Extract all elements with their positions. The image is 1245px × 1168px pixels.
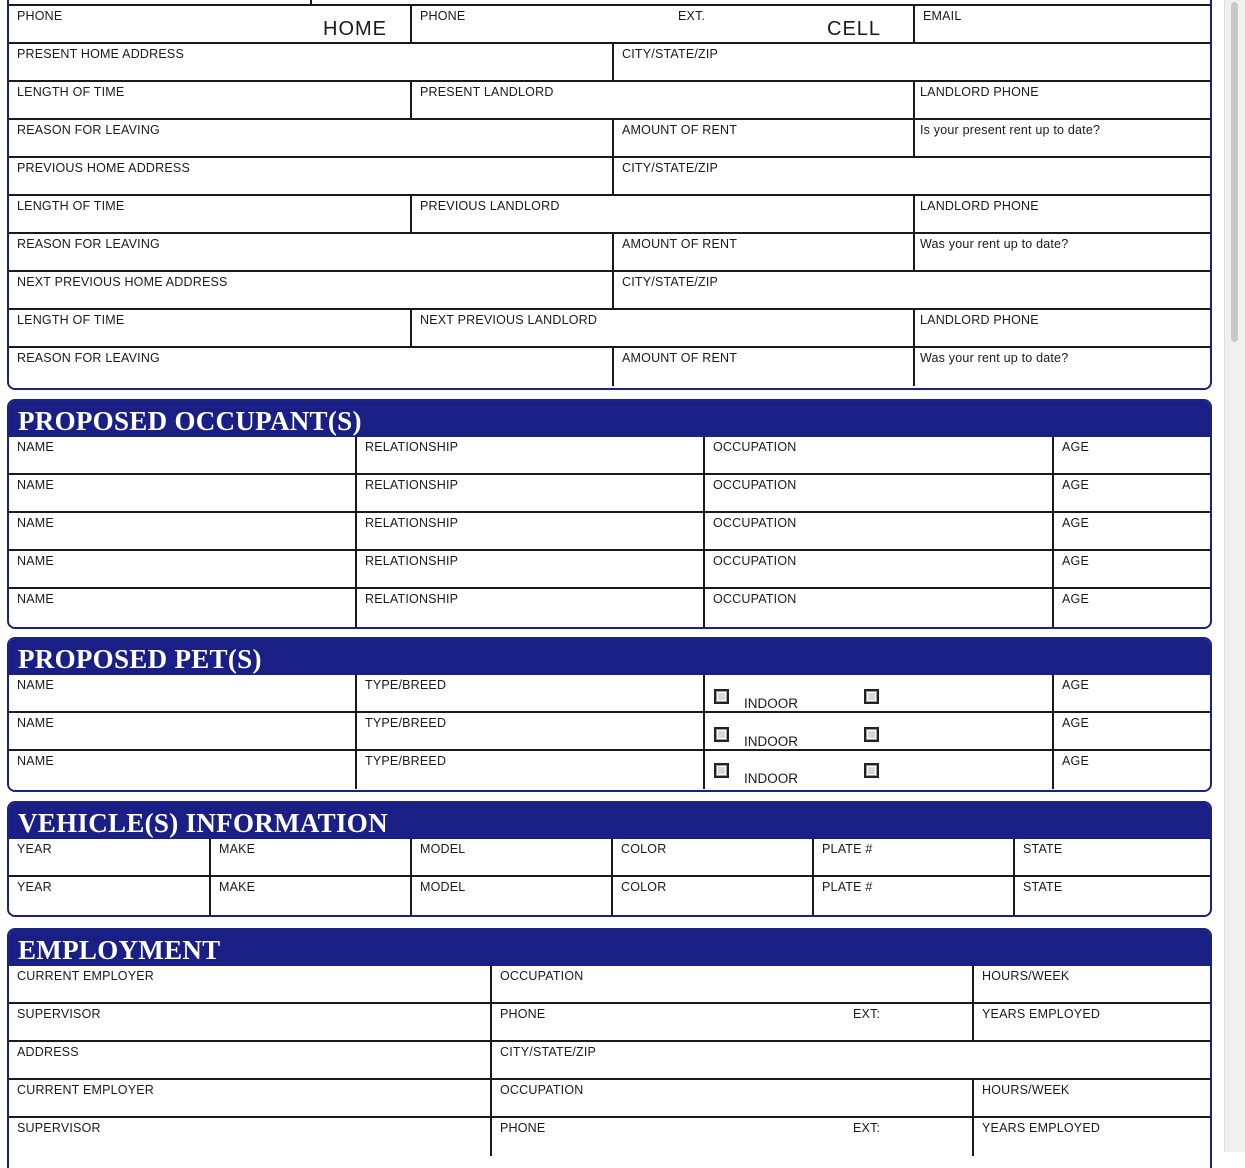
make-label: MAKE xyxy=(219,842,256,856)
name-label: NAME xyxy=(17,716,54,730)
pet-row xyxy=(9,751,1210,789)
next-previous-landlord-row xyxy=(9,310,1210,348)
occupant-occupation-field[interactable] xyxy=(703,513,1052,549)
hours-week-label: HOURS/WEEK xyxy=(982,969,1070,983)
age-label: AGE xyxy=(1062,754,1089,768)
vehicle-year-field[interactable] xyxy=(9,877,209,915)
vehicle-make-field[interactable] xyxy=(209,877,410,915)
present-city-field[interactable] xyxy=(612,44,1212,80)
occupants-title: PROPOSED OCCUPANT(S) xyxy=(9,401,1210,437)
outdoor-checkbox[interactable] xyxy=(864,763,879,778)
vehicle-model-field[interactable] xyxy=(410,877,611,915)
year-label: YEAR xyxy=(17,880,52,894)
occupant-age-field[interactable] xyxy=(1052,437,1212,473)
color-label: COLOR xyxy=(621,880,667,894)
cell-phone-field[interactable] xyxy=(410,6,913,42)
employment-section xyxy=(7,928,1212,1168)
plate-label: PLATE # xyxy=(822,842,873,856)
occupant-name-field[interactable] xyxy=(9,551,355,587)
indoor-checkbox[interactable] xyxy=(714,689,729,704)
next-previous-length-field[interactable] xyxy=(9,310,410,346)
relationship-label: RELATIONSHIP xyxy=(365,554,459,568)
phone-label: PHONE xyxy=(17,9,63,23)
plate-label: PLATE # xyxy=(822,880,873,894)
vertical-scrollbar[interactable] xyxy=(1224,0,1245,1152)
scrollbar-thumb[interactable] xyxy=(1231,2,1238,342)
remnant-divider xyxy=(310,0,312,4)
name-label: NAME xyxy=(17,678,54,692)
hours-week-field[interactable] xyxy=(972,1080,1212,1116)
phone-label: PHONE xyxy=(500,1007,546,1021)
next-previous-address-row xyxy=(9,272,1210,310)
name-label: NAME xyxy=(17,754,54,768)
years-employed-label: YEARS EMPLOYED xyxy=(982,1007,1101,1021)
pet-name-field[interactable] xyxy=(9,751,355,789)
length-of-time-label: LENGTH OF TIME xyxy=(17,313,125,327)
occupation-label: OCCUPATION xyxy=(713,516,797,530)
next-previous-rent-uptodate-field[interactable] xyxy=(913,348,1212,386)
next-previous-reason-field[interactable] xyxy=(9,348,612,386)
occupant-relationship-field[interactable] xyxy=(355,475,703,511)
address-label: ADDRESS xyxy=(17,1045,79,1059)
reason-for-leaving-label: REASON FOR LEAVING xyxy=(17,123,160,137)
reason-for-leaving-label: REASON FOR LEAVING xyxy=(17,351,160,365)
pet-type-field[interactable] xyxy=(355,751,703,789)
occupant-relationship-field[interactable] xyxy=(355,589,703,627)
age-label: AGE xyxy=(1062,592,1089,606)
occupant-name-field[interactable] xyxy=(9,475,355,511)
model-label: MODEL xyxy=(420,842,466,856)
previous-landlord-label: PREVIOUS LANDLORD xyxy=(420,199,560,213)
age-label: AGE xyxy=(1062,478,1089,492)
vehicles-section xyxy=(7,801,1212,917)
landlord-phone-label: LANDLORD PHONE xyxy=(920,313,1039,327)
occupation-label: OCCUPATION xyxy=(500,969,584,983)
pet-indoor-field xyxy=(703,675,1052,711)
supervisor-field[interactable] xyxy=(9,1004,490,1040)
hours-week-field[interactable] xyxy=(972,966,1212,1002)
occupant-occupation-field[interactable] xyxy=(703,551,1052,587)
years-employed-field[interactable] xyxy=(972,1004,1212,1040)
relationship-label: RELATIONSHIP xyxy=(365,592,459,606)
age-label: AGE xyxy=(1062,516,1089,530)
residence-section xyxy=(7,0,1212,390)
occupation-label: OCCUPATION xyxy=(713,554,797,568)
amount-of-rent-label: AMOUNT OF RENT xyxy=(622,351,738,365)
model-label: MODEL xyxy=(420,880,466,894)
supervisor-label: SUPERVISOR xyxy=(17,1007,101,1021)
previous-city-field[interactable] xyxy=(612,158,1212,194)
pet-type-field[interactable] xyxy=(355,675,703,711)
occupant-name-field[interactable] xyxy=(9,589,355,627)
years-employed-field[interactable] xyxy=(972,1118,1212,1156)
occupant-age-field[interactable] xyxy=(1052,475,1212,511)
previous-address-field[interactable] xyxy=(9,158,612,194)
present-address-row xyxy=(9,44,1210,82)
employment-phone-field[interactable] xyxy=(490,1118,972,1156)
previous-length-field[interactable] xyxy=(9,196,410,232)
phone2-label: PHONE xyxy=(420,9,466,23)
color-label: COLOR xyxy=(621,842,667,856)
indoor-label: INDOOR xyxy=(744,771,798,786)
age-label: AGE xyxy=(1062,440,1089,454)
present-rent-uptodate-field[interactable] xyxy=(913,120,1212,156)
pet-name-field[interactable] xyxy=(9,675,355,711)
current-employer-field[interactable] xyxy=(9,966,490,1002)
email-field[interactable] xyxy=(913,6,1212,42)
next-previous-reason-row xyxy=(9,348,1210,386)
vehicle-year-field[interactable] xyxy=(9,839,209,875)
previous-reason-field[interactable] xyxy=(9,234,612,270)
cell-label: CELL xyxy=(827,18,882,40)
was-rent-question: Was your rent up to date? xyxy=(920,351,1069,365)
current-employer-label: CURRENT EMPLOYER xyxy=(17,1083,155,1097)
occupant-row xyxy=(9,589,1210,627)
city-state-zip-label: CITY/STATE/ZIP xyxy=(622,47,719,61)
present-landlord-phone-field[interactable] xyxy=(913,82,1212,118)
was-rent-question: Was your rent up to date? xyxy=(920,237,1069,251)
relationship-label: RELATIONSHIP xyxy=(365,440,459,454)
previous-rent-uptodate-field[interactable] xyxy=(913,234,1212,270)
amount-of-rent-label: AMOUNT OF RENT xyxy=(622,123,738,137)
length-of-time-label: LENGTH OF TIME xyxy=(17,85,125,99)
occupation-label: OCCUPATION xyxy=(500,1083,584,1097)
ext-label: EXT: xyxy=(853,1121,881,1135)
pet-age-field[interactable] xyxy=(1052,713,1212,749)
indoor-checkbox[interactable] xyxy=(714,727,729,742)
name-label: NAME xyxy=(17,440,54,454)
present-landlord-row xyxy=(9,82,1210,120)
year-label: YEAR xyxy=(17,842,52,856)
vehicle-state-field[interactable] xyxy=(1013,839,1212,875)
occupant-age-field[interactable] xyxy=(1052,589,1212,627)
pet-type-field[interactable] xyxy=(355,713,703,749)
make-label: MAKE xyxy=(219,880,256,894)
current-employer-field[interactable] xyxy=(9,1080,490,1116)
state-label: STATE xyxy=(1023,842,1063,856)
type-breed-label: TYPE/BREED xyxy=(365,678,447,692)
employment-occupation-field[interactable] xyxy=(490,966,972,1002)
occupation-label: OCCUPATION xyxy=(713,478,797,492)
supervisor-label: SUPERVISOR xyxy=(17,1121,101,1135)
previous-rent-field[interactable] xyxy=(612,234,913,270)
occupant-name-field[interactable] xyxy=(9,513,355,549)
pet-name-field[interactable] xyxy=(9,713,355,749)
occupant-relationship-field[interactable] xyxy=(355,551,703,587)
occupant-occupation-field[interactable] xyxy=(703,589,1052,627)
supervisor-field[interactable] xyxy=(9,1118,490,1156)
occupant-row xyxy=(9,551,1210,589)
present-landlord-field[interactable] xyxy=(410,82,913,118)
home-label: HOME xyxy=(323,18,387,40)
outdoor-checkbox[interactable] xyxy=(864,727,879,742)
email-label: EMAIL xyxy=(923,9,962,23)
age-label: AGE xyxy=(1062,716,1089,730)
vehicle-make-field[interactable] xyxy=(209,839,410,875)
occupant-name-field[interactable] xyxy=(9,437,355,473)
occupant-row xyxy=(9,513,1210,551)
vehicle-color-field[interactable] xyxy=(611,877,812,915)
years-employed-label: YEARS EMPLOYED xyxy=(982,1121,1101,1135)
indoor-checkbox[interactable] xyxy=(714,763,729,778)
amount-of-rent-label: AMOUNT OF RENT xyxy=(622,237,738,251)
indoor-label: INDOOR xyxy=(744,734,798,749)
present-reason-row xyxy=(9,120,1210,158)
vehicle-state-field[interactable] xyxy=(1013,877,1212,915)
hours-week-label: HOURS/WEEK xyxy=(982,1083,1070,1097)
vehicle-plate-field[interactable] xyxy=(812,877,1013,915)
pet-indoor-field xyxy=(703,751,1052,789)
employer-address-field[interactable] xyxy=(9,1042,490,1078)
vehicle-row xyxy=(9,839,1210,877)
occupant-occupation-field[interactable] xyxy=(703,475,1052,511)
pet-row xyxy=(9,713,1210,751)
type-breed-label: TYPE/BREED xyxy=(365,716,447,730)
reason-for-leaving-label: REASON FOR LEAVING xyxy=(17,237,160,251)
present-rent-question: Is your present rent up to date? xyxy=(920,123,1101,137)
previous-landlord-phone-field[interactable] xyxy=(913,196,1212,232)
landlord-phone-label: LANDLORD PHONE xyxy=(920,199,1039,213)
previous-landlord-field[interactable] xyxy=(410,196,913,232)
occupants-section xyxy=(7,399,1212,629)
employer-city-field[interactable] xyxy=(490,1042,1212,1078)
present-landlord-label: PRESENT LANDLORD xyxy=(420,85,554,99)
pets-title: PROPOSED PET(S) xyxy=(9,639,1210,675)
vehicle-row xyxy=(9,877,1210,915)
previous-landlord-row xyxy=(9,196,1210,234)
vehicles-title: VEHICLE(S) INFORMATION xyxy=(9,803,1210,839)
employment-title: EMPLOYMENT xyxy=(9,930,1210,966)
previous-reason-row xyxy=(9,234,1210,272)
employment-occupation-field[interactable] xyxy=(490,1080,972,1116)
name-label: NAME xyxy=(17,592,54,606)
pets-section xyxy=(7,637,1212,792)
name-label: NAME xyxy=(17,478,54,492)
name-label: NAME xyxy=(17,554,54,568)
home-phone-field[interactable] xyxy=(9,6,410,42)
outdoor-checkbox[interactable] xyxy=(864,689,879,704)
next-previous-landlord-field[interactable] xyxy=(410,310,913,346)
indoor-label: INDOOR xyxy=(744,696,798,711)
employer-row xyxy=(9,966,1210,1004)
present-length-field[interactable] xyxy=(9,82,410,118)
employer-row xyxy=(9,1080,1210,1118)
employer-address-row xyxy=(9,1042,1210,1080)
current-employer-label: CURRENT EMPLOYER xyxy=(17,969,155,983)
vehicle-plate-field[interactable] xyxy=(812,839,1013,875)
type-breed-label: TYPE/BREED xyxy=(365,754,447,768)
city-state-zip-label: CITY/STATE/ZIP xyxy=(622,275,719,289)
contact-row xyxy=(9,6,1210,44)
pet-age-field[interactable] xyxy=(1052,675,1212,711)
next-previous-city-field[interactable] xyxy=(612,272,1212,308)
relationship-label: RELATIONSHIP xyxy=(365,516,459,530)
present-reason-field[interactable] xyxy=(9,120,612,156)
present-rent-field[interactable] xyxy=(612,120,913,156)
present-address-field[interactable] xyxy=(9,44,612,80)
occupant-occupation-field[interactable] xyxy=(703,437,1052,473)
city-state-zip-label: CITY/STATE/ZIP xyxy=(500,1045,597,1059)
city-state-zip-label: CITY/STATE/ZIP xyxy=(622,161,719,175)
ext-label: EXT. xyxy=(678,9,706,23)
relationship-label: RELATIONSHIP xyxy=(365,478,459,492)
age-label: AGE xyxy=(1062,678,1089,692)
state-label: STATE xyxy=(1023,880,1063,894)
vehicle-model-field[interactable] xyxy=(410,839,611,875)
occupant-age-field[interactable] xyxy=(1052,551,1212,587)
occupant-relationship-field[interactable] xyxy=(355,513,703,549)
next-previous-rent-field[interactable] xyxy=(612,348,913,386)
previous-address-row xyxy=(9,158,1210,196)
landlord-phone-label: LANDLORD PHONE xyxy=(920,85,1039,99)
supervisor-row xyxy=(9,1004,1210,1042)
employment-phone-field[interactable] xyxy=(490,1004,972,1040)
occupant-age-field[interactable] xyxy=(1052,513,1212,549)
occupant-relationship-field[interactable] xyxy=(355,437,703,473)
next-previous-landlord-phone-field[interactable] xyxy=(913,310,1212,346)
next-previous-address-field[interactable] xyxy=(9,272,612,308)
next-previous-landlord-label: NEXT PREVIOUS LANDLORD xyxy=(420,313,598,327)
next-previous-address-label: NEXT PREVIOUS HOME ADDRESS xyxy=(17,275,228,289)
supervisor-row xyxy=(9,1118,1210,1156)
name-label: NAME xyxy=(17,516,54,530)
pet-indoor-field xyxy=(703,713,1052,749)
previous-address-label: PREVIOUS HOME ADDRESS xyxy=(17,161,190,175)
pet-age-field[interactable] xyxy=(1052,751,1212,789)
occupant-row xyxy=(9,437,1210,475)
phone-label: PHONE xyxy=(500,1121,546,1135)
occupant-row xyxy=(9,475,1210,513)
occupation-label: OCCUPATION xyxy=(713,440,797,454)
ext-label: EXT: xyxy=(853,1007,881,1021)
present-address-label: PRESENT HOME ADDRESS xyxy=(17,47,185,61)
length-of-time-label: LENGTH OF TIME xyxy=(17,199,125,213)
vehicle-color-field[interactable] xyxy=(611,839,812,875)
age-label: AGE xyxy=(1062,554,1089,568)
occupation-label: OCCUPATION xyxy=(713,592,797,606)
pet-row xyxy=(9,675,1210,713)
